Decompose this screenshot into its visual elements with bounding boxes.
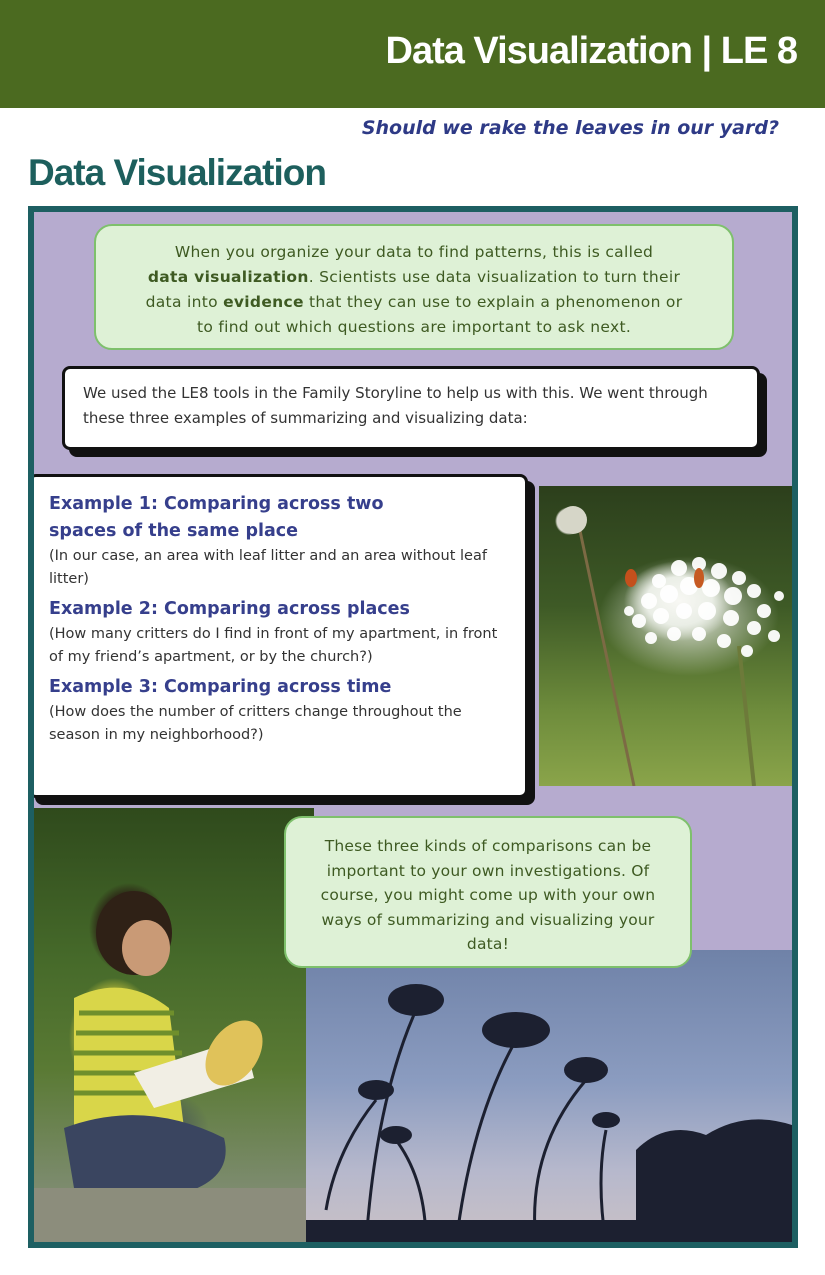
intro-line2: . Scientists use data visualization to turn their	[308, 268, 681, 286]
silhouette-photo	[306, 950, 792, 1244]
example-2-desc: (How many critters do I find in front of my apartment, in front of my friend’s apartment, or by the church?)	[49, 626, 498, 665]
header-bar	[0, 0, 825, 108]
intro-line1: When you organize your data to find patterns, this is called	[174, 243, 654, 261]
intro-line4: to find out which questions are important to ask next.	[196, 318, 632, 336]
comparisons-text: These three kinds of comparisons can be important to your own investigations. Of course, you might come up with your own ways of summarizing and visualizing your data!	[320, 837, 656, 953]
section-title: Data Visualization	[28, 152, 326, 193]
example-1-title: Example 1: Comparing across two spaces of the same place	[49, 494, 384, 541]
example-3-desc: (How does the number of critters change throughout the season in my neighborhood?)	[49, 704, 462, 743]
header-title: Data Visualization | LE 8	[385, 30, 797, 72]
silhouette-illustration	[306, 950, 792, 1244]
term-evidence: evidence	[223, 293, 304, 311]
example-1	[49, 491, 507, 591]
comparisons-callout	[284, 816, 692, 968]
flower-photo	[539, 486, 792, 786]
content-frame	[28, 206, 798, 1248]
example-3	[49, 674, 507, 747]
tools-box	[62, 366, 760, 450]
intro-callout	[94, 224, 734, 350]
flower-illustration	[539, 486, 792, 786]
example-3-title: Example 3: Comparing across time	[49, 677, 392, 697]
driving-question: Should we rake the leaves in our yard?	[361, 117, 779, 139]
boy-photo	[34, 808, 314, 1244]
tools-text: We used the LE8 tools in the Family Storyline to help us with this. We went through these three examples of summarizing and visualizing data:	[83, 384, 708, 427]
term-data-visualization: data visualization	[147, 268, 309, 286]
example-1-desc: (In our case, an area with leaf litter and an area without leaf litter)	[49, 548, 487, 587]
intro-line3-pre: data into	[145, 293, 224, 311]
example-2	[49, 596, 507, 669]
intro-line3-rest: that they can use to explain a phenomenon or	[303, 293, 683, 311]
example-2-title: Example 2: Comparing across places	[49, 599, 410, 619]
boy-illustration	[34, 808, 314, 1244]
examples-box	[28, 474, 528, 798]
